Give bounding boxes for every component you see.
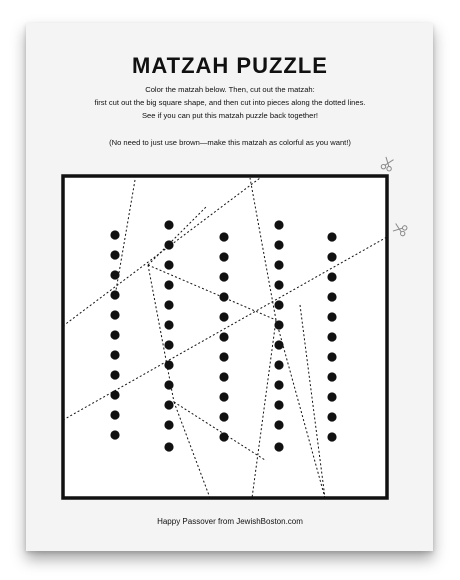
scissors-icon bbox=[393, 222, 408, 236]
scissors-icon bbox=[381, 157, 395, 172]
instruction-line-3: See if you can put this matzah puzzle back together! bbox=[141, 111, 319, 120]
instruction-line-2: first cut out the big square shape, and then cut into pieces along the dotted lines. bbox=[94, 98, 366, 107]
instruction-line-1: Color the matzah below. Then, cut out the matzah: bbox=[145, 85, 315, 94]
instruction-note: (No need to just use brown—make this matzah as colorful as you want!) bbox=[109, 138, 351, 147]
page-title: MATZAH PUZZLE bbox=[132, 53, 328, 78]
footer-credit: Happy Passover from JewishBoston.com bbox=[157, 517, 303, 526]
